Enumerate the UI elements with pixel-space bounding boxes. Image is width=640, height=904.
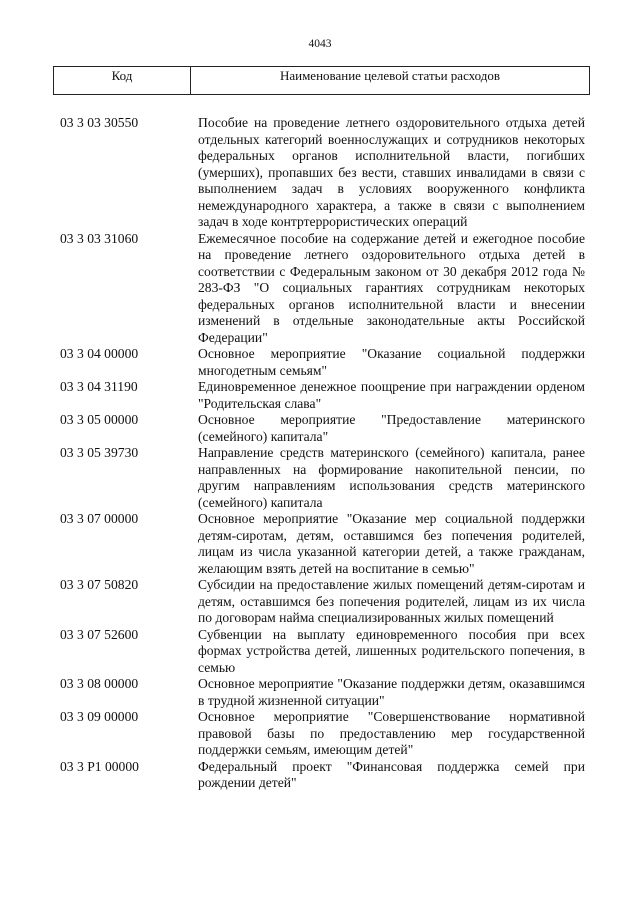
row-description: Основное мероприятие "Оказание социальной поддержки многодетным семьям" — [198, 346, 585, 378]
row-code: 03 3 07 00000 — [60, 511, 139, 526]
table-header — [53, 66, 590, 95]
name-column-header: Наименование целевой статьи расходов — [279, 68, 501, 83]
row-code: 03 3 P1 00000 — [60, 758, 139, 774]
row-code: 03 3 03 30550 — [60, 115, 139, 130]
row-description: Основное мероприятие "Предоставление материнского (семейного) капитала" — [198, 412, 585, 444]
row-description: Основное мероприятие "Совершенствование нормативной правовой базы по предоставлению мер государственной поддержки семьям, имеющим детей" — [198, 709, 585, 757]
row-description: Основное мероприятие "Оказание мер социальной поддержки детям-сиротам, детям, оставшимся без попечения родителей, лицам из числа указанной категории детей, а также гражданам, желающим взять детей на воспитание в семью" — [198, 511, 585, 576]
row-description: Пособие на проведение летнего оздоровительного отдыха детей отдельных категорий военнослужащих и сотрудников некоторых федеральных органов исполнительной власти, погибших (умерших), пропавших без вести, ставших инвалидами в связи с выполнением задач в условиях вооруженного конфликта немеждународного характера, а также в связи с выполнением задач в ходе контртеррористических операций — [198, 115, 585, 229]
row-code: 03 3 04 31190 — [60, 379, 138, 394]
row-code: 03 3 09 00000 — [60, 709, 139, 724]
row-description: Основное мероприятие "Оказание поддержки детям, оказавшимся в трудной жизненной ситуации" — [198, 676, 585, 708]
row-description: Федеральный проект "Финансовая поддержка семей при рождении детей" — [198, 758, 585, 790]
row-description: Субсидии на предоставление жилых помещений детям-сиротам и детям, оставшимся без попечения родителей, лицам из их числа по договорам найма специализированных жилых помещений — [198, 577, 585, 625]
row-code: 03 3 07 50820 — [60, 577, 139, 592]
row-code: 03 3 05 39730 — [60, 445, 139, 460]
table-row — [60, 379, 585, 412]
row-code: 03 3 04 00000 — [60, 346, 139, 361]
table-row — [60, 346, 585, 379]
table-row — [60, 627, 585, 677]
row-code: 03 3 08 00000 — [60, 676, 139, 691]
row-description: Направление средств материнского (семейного) капитала, ранее направленных на формирование накопительной пенсии, по другим направлениям использования средств материнского (семейного) капитала — [198, 445, 585, 510]
table-row — [60, 759, 585, 792]
row-description: Ежемесячное пособие на содержание детей и ежегодное пособие на проведение летнего оздоровительного отдыха детей в соответствии с Федеральным законом от 30 декабря 2012 года № 283-ФЗ "О социальных гарантиях сотрудникам некоторых федеральных органов исполнительной власти и внесении изменений в отдельные законодательные акты Российской Федерации" — [198, 230, 585, 345]
row-code: 03 3 03 31060 — [60, 230, 139, 246]
table-row — [60, 412, 585, 445]
table-row — [60, 577, 585, 627]
table-row — [60, 511, 585, 577]
table-row — [60, 115, 585, 231]
table-row — [60, 709, 585, 759]
row-description: Единовременное денежное поощрение при награждении орденом "Родительская слава" — [198, 379, 585, 411]
table-row — [60, 676, 585, 709]
code-column-header: Код — [54, 67, 191, 94]
table-row — [60, 231, 585, 347]
page-number: 4043 — [308, 38, 332, 50]
row-code: 03 3 05 00000 — [60, 412, 139, 427]
budget-items-list — [60, 115, 585, 792]
row-description: Субвенции на выплату единовременного пособия при всех формах устройства детей, лишенных родительского попечения, в семью — [198, 626, 585, 675]
table-row — [60, 445, 585, 511]
row-code: 03 3 07 52600 — [60, 626, 139, 642]
